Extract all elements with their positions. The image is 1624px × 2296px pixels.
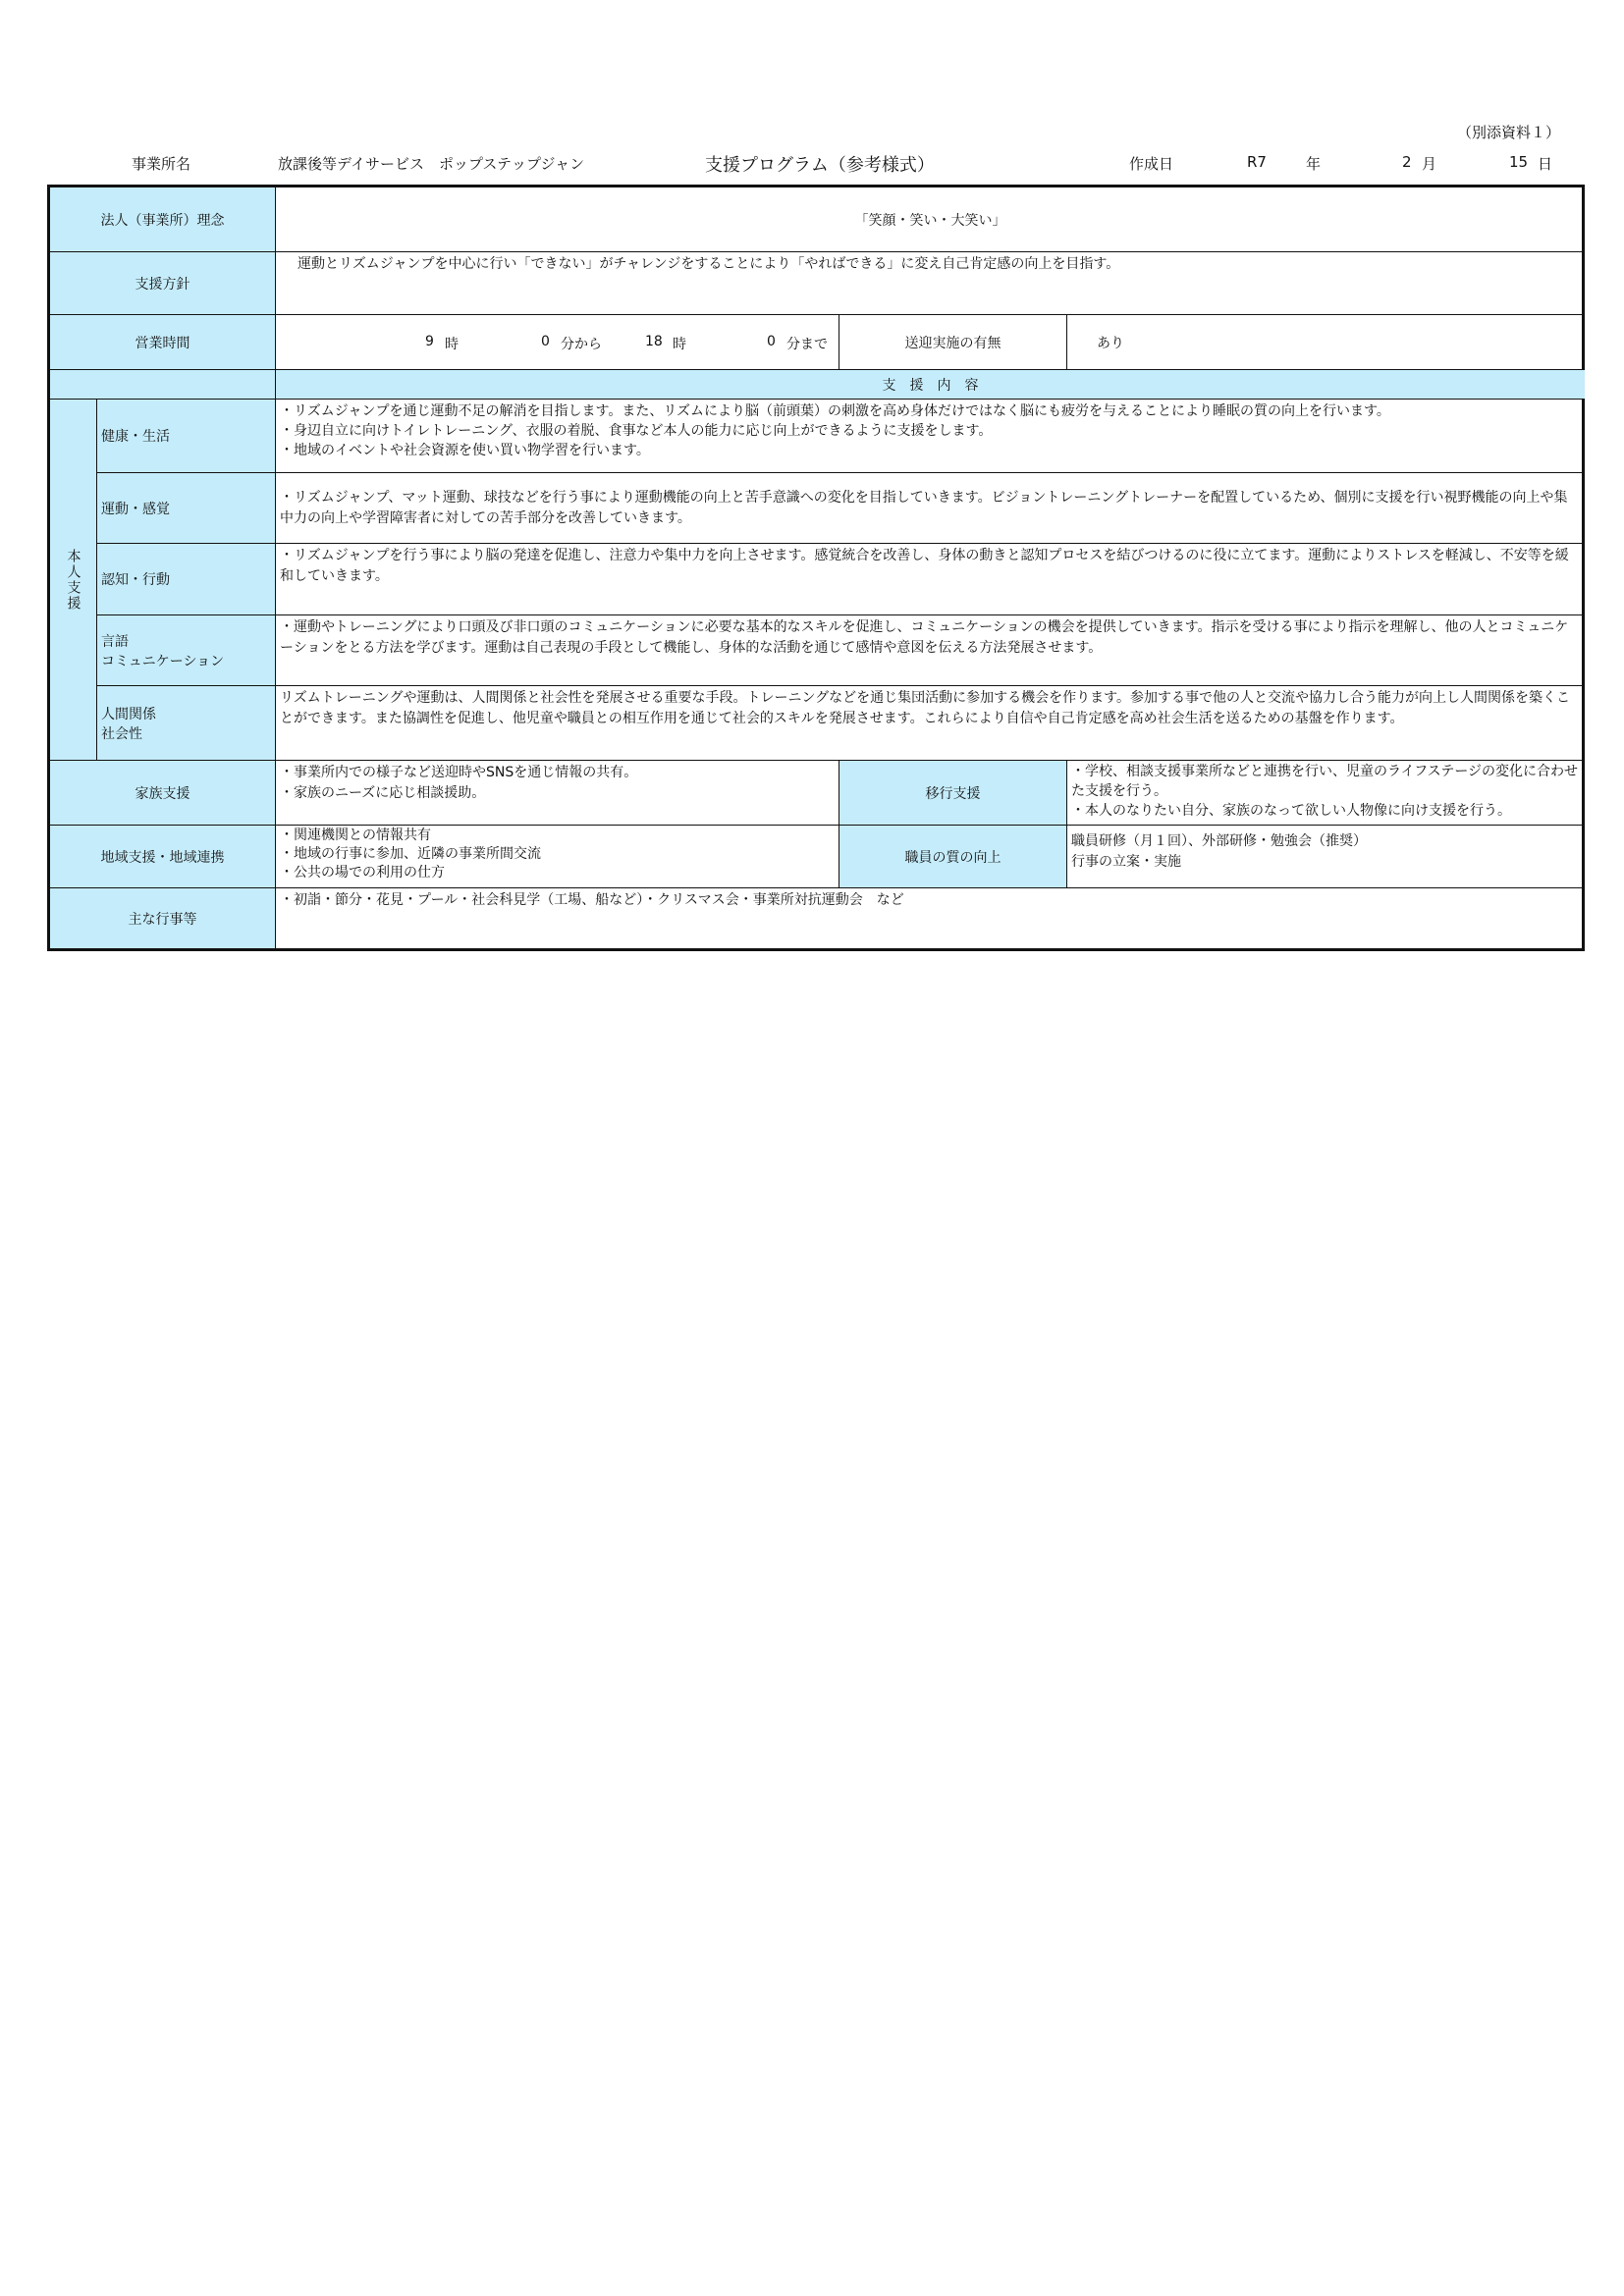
list-item: リズムトレーニングや運動は、人間関係と社会性を発展させる重要な手段。トレーニングなどを通じ集団活動に参加する機会を作ります。参加する事で他の人と交流や協力し合う能力が向上し人間関係を築くことができます。また協調性を促進し、他児童や職員との相互作用を通じて社会的スキルを発展させます。これらにより自信や自己肯定感を高め社会生活を送るための基盤を作ります。 — [280, 690, 1571, 726]
list-item: ・身辺自立に向けトイレトレーニング、衣服の着脱、食事など本人の能力に応じ向上ができるように支援をします。 — [280, 423, 993, 439]
until-label: 分まで — [786, 337, 828, 352]
family-support-content — [276, 761, 839, 826]
relationships-social-content — [276, 686, 1585, 761]
transport-value: あり — [1067, 315, 1585, 370]
cognition-behavior-content — [276, 544, 1585, 615]
transition-support-label: 移行支援 — [839, 761, 1067, 826]
language-communication-label — [97, 615, 276, 686]
day-label: 日 — [1538, 155, 1553, 173]
day-value: 15 — [1509, 153, 1529, 171]
list-item: ・運動やトレーニングにより口頭及び非口頭のコミュニケーションに必要な基本的なスキルを促進し、コミュニケーションの機会を提供していきます。指示を受ける事により指示を理解し、他の人とコミュニケーションをとる方法を学びます。運動は自己表現の手段として機能し、身体的な活動を通じて感情や意図を伝える方法発展させます。 — [280, 619, 1569, 656]
philosophy-label: 法人（事業所）理念 — [50, 187, 276, 252]
era-value: R7 — [1247, 153, 1267, 171]
start-minute: 0 — [541, 334, 550, 349]
policy-value: 運動とリズムジャンプを中心に行い「できない」がチャレンジをすることにより「やればできる」に変え自己肯定感の向上を目指す。 — [276, 252, 1585, 315]
health-life-content — [276, 400, 1585, 473]
community-support-label: 地域支援・地域連携 — [50, 826, 276, 888]
community-support-content — [276, 826, 839, 888]
hour-unit-1: 時 — [445, 337, 459, 352]
list-item: ・学校、相談支援事業所などと連携を行い、児童のライフステージの変化に合わせた支援を行う。 — [1071, 764, 1579, 799]
list-item: ・事業所内での様子など送迎時やSNSを通じ情報の共有。 — [280, 765, 638, 780]
staff-quality-label: 職員の質の向上 — [839, 826, 1067, 888]
list-item: ・リズムジャンプ、マット運動、球技などを行う事により運動機能の向上と苦手意識への変化を目指していきます。ビジョントレーニングトレーナーを配置しているため、個別に支援を行い視野機能の向上や集中力の向上や学習障害者に対しての苦手部分を改善していきます。 — [280, 489, 1568, 526]
events-content: ・初詣・節分・花見・プール・社会科見学（工場、船など）・クリスマス会・事業所対抗運動会 など — [280, 892, 904, 908]
list-item: ・本人のなりたい自分、家族のなって欲しい人物像に向け支援を行う。 — [1071, 803, 1511, 819]
language-communication-content — [276, 615, 1585, 686]
month-label: 月 — [1422, 155, 1437, 173]
motor-sensory-label: 運動・感覚 — [97, 473, 276, 544]
office-label: 事業所名 — [132, 155, 191, 173]
attachment-note: （別添資料１） — [1457, 124, 1561, 141]
list-item: 職員研修（月１回）、外部研修・勉強会（推奨） — [1071, 833, 1367, 849]
hour-unit-2: 時 — [673, 337, 686, 352]
month-value: 2 — [1402, 153, 1412, 171]
family-support-label: 家族支援 — [50, 761, 276, 826]
support-program-table — [47, 185, 1585, 951]
end-minute: 0 — [767, 334, 776, 349]
support-content-header: 支 援 内 容 — [276, 370, 1585, 400]
policy-label: 支援方針 — [50, 252, 276, 315]
list-item: ・公共の場での利用の仕方 — [280, 865, 445, 881]
language-label-line2: コミュニケーション — [101, 653, 225, 669]
document-title: 支援プログラム（参考様式） — [705, 155, 935, 176]
philosophy-value: 「笑顔・笑い・大笑い」 — [276, 187, 1585, 252]
end-hour: 18 — [645, 334, 663, 349]
relationships-label-line1: 人間関係 — [101, 706, 156, 722]
from-label: 分から — [561, 337, 602, 352]
transport-label: 送迎実施の有無 — [839, 315, 1067, 370]
support-content-spacer — [50, 370, 276, 400]
relationships-social-label — [97, 686, 276, 761]
start-hour: 9 — [425, 334, 434, 349]
relationships-label-line2: 社会性 — [101, 725, 142, 742]
events-label: 主な行事等 — [50, 888, 276, 948]
hours-value — [276, 315, 839, 370]
year-label: 年 — [1306, 155, 1322, 173]
list-item: ・家族のニーズに応じ相談援助。 — [280, 785, 486, 801]
list-item: ・リズムジャンプを行う事により脳の発達を促進し、注意力や集中力を向上させます。感覚統合を改善し、身体の動きと認知プロセスを結びつけるのに役に立てます。運動によりストレスを軽減し、不安等を緩和していきます。 — [280, 548, 1569, 584]
list-item: ・関連機関との情報共有 — [280, 828, 431, 843]
language-label-line1: 言語 — [101, 633, 129, 650]
list-item: ・地域のイベントや社会資源を使い買い物学習を行います。 — [280, 443, 650, 458]
office-name: 放課後等デイサービス ポップステップジャン — [278, 155, 585, 173]
list-item: ・地域の行事に参加、近隣の事業所間交流 — [280, 846, 541, 862]
staff-quality-content — [1067, 826, 1585, 888]
list-item: 行事の立案・実施 — [1071, 854, 1181, 870]
health-life-label: 健康・生活 — [97, 400, 276, 473]
personal-support-text: 本人支援 — [65, 548, 81, 612]
list-item: ・リズムジャンプを通じ運動不足の解消を目指します。また、リズムにより脳（前頭葉）の刺激を高め身体だけではなく脳にも疲労を与えることにより睡眠の質の向上を行います。 — [280, 403, 1390, 419]
date-label: 作成日 — [1129, 155, 1174, 173]
motor-sensory-content — [276, 473, 1585, 544]
personal-support-label — [50, 400, 97, 761]
transition-support-content — [1067, 761, 1585, 826]
cognition-behavior-label: 認知・行動 — [97, 544, 276, 615]
hours-label: 営業時間 — [50, 315, 276, 370]
